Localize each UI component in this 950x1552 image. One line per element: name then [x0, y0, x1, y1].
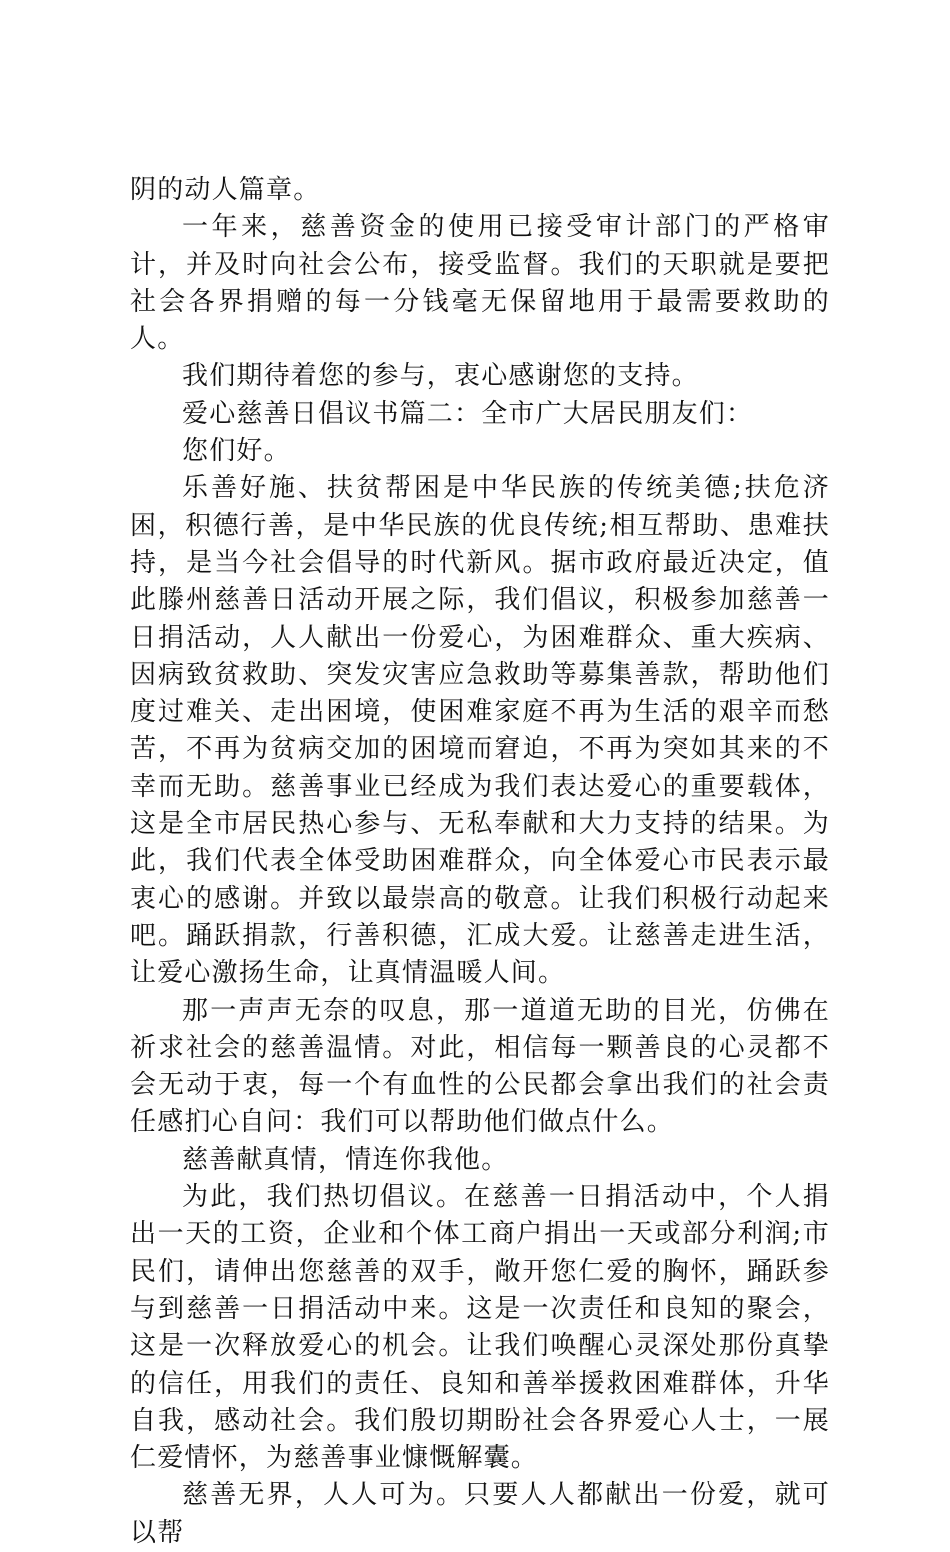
paragraph-6: 乐善好施、扶贫帮困是中华民族的传统美德;扶危济困，积德行善，是中华民族的优良传统;相互帮助、患难扶持，是当今社会倡导的时代新风。据市政府最近决定，值此滕州慈善日活动开展之际，我们倡议，积极参加慈善一日捐活动，人人献出一份爱心，为困难群众、重大疾病、因病致贫救助、突发灾害应急救助等募集善款，帮助他们度过难关、走出困境，使困难家庭不再为生活的艰辛而愁苦，不再为贫病交加的困境而窘迫，不再为突如其来的不幸而无助。慈善事业已经成为我们表达爱心的重要载体，这是全市居民热心参与、无私奉献和大力支持的结果。为此，我们代表全体受助困难群众，向全体爱心市民表示最衷心的感谢。并致以最崇高的敬意。让我们积极行动起来吧。踊跃捐款，行善积德，汇成大爱。让慈善走进生活，让爱心激扬生命，让真情温暖人间。 [130, 473, 830, 989]
document-body [130, 172, 830, 1552]
paragraph-8: 慈善献真情，情连你我他。 [182, 1144, 509, 1175]
section-heading: 爱心慈善日倡议书篇二：全市广大居民朋友们： [182, 398, 754, 429]
paragraph-2: 一年来，慈善资金的使用已接受审计部门的严格审计，并及时向社会公布，接受监督。我们的天职就是要把社会各界捐赠的每一分钱毫无保留地用于最需要救助的人。 [130, 212, 830, 355]
paragraph-1: 阴的动人篇章。 [130, 175, 321, 205]
paragraph-7: 那一声声无奈的叹息，那一道道无助的目光，仿佛在祈求社会的慈善温情。对此，相信每一颗善良的心灵都不会无动于衷，每一个有血性的公民都会拿出我们的社会责任感扪心自问：我们可以帮助他们做点什么。 [130, 995, 830, 1138]
paragraph-9: 为此，我们热切倡议。在慈善一日捐活动中，个人捐出一天的工资，企业和个体工商户捐出一天或部分利润;市民们，请伸出您慈善的双手，敞开您仁爱的胸怀，踊跃参与到慈善一日捐活动中来。这是一次责任和良知的聚会，这是一次释放爱心的机会。让我们唤醒心灵深处那份真挚的信任，用我们的责任、良知和善举援救困难群体，升华自我，感动社会。我们殷切期盼社会各界爱心人士，一展仁爱情怀，为慈善事业慷慨解囊。 [130, 1182, 830, 1474]
paragraph-3: 我们期待着您的参与，衷心感谢您的支持。 [182, 361, 699, 392]
greeting: 您们好。 [182, 436, 291, 467]
paragraph-10: 慈善无界，人人可为。只要人人都献出一份爱，就可以帮 [130, 1480, 830, 1548]
